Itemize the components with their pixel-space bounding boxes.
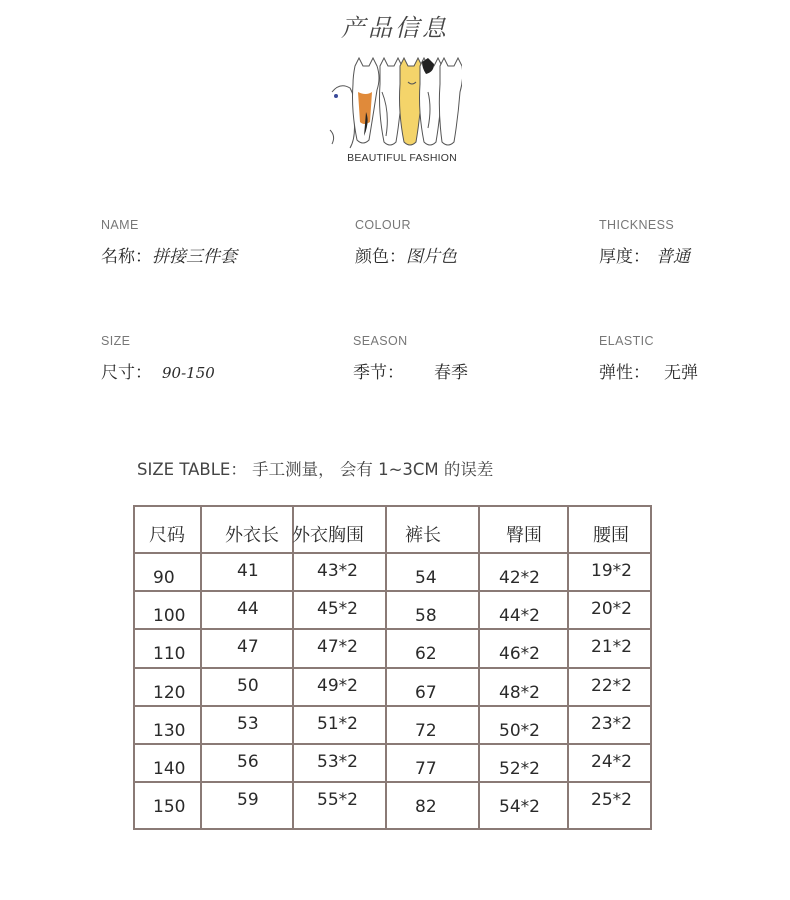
info-colour-en: COLOUR	[355, 218, 411, 232]
table-row-divider	[135, 667, 650, 669]
table-cell-hip: 42*2	[499, 568, 540, 588]
table-cell-hip: 48*2	[499, 682, 540, 703]
table-cell-waist: 21*2	[591, 637, 632, 658]
table-cell-waist: 23*2	[591, 713, 632, 734]
logo-text: BEAUTIFUL FASHION	[347, 152, 457, 164]
info-size-value: 90-150	[162, 364, 215, 382]
info-season-en: SEASON	[353, 334, 408, 348]
table-cell-size: 90	[153, 568, 175, 588]
table-header-divider	[135, 552, 650, 554]
table-cell-waist: 25*2	[591, 790, 632, 811]
table-row-divider	[135, 743, 650, 745]
table-cell-pants-length: 77	[415, 759, 437, 779]
info-name	[101, 218, 237, 267]
table-cell-pants-length: 67	[415, 682, 437, 703]
table-header-waist: 腰围	[593, 525, 629, 546]
info-elastic	[599, 334, 698, 383]
table-cell-top-chest: 51*2	[317, 713, 358, 734]
info-size-label: 尺寸：	[101, 363, 152, 383]
table-cell-top-length: 53	[237, 713, 259, 734]
size-table-title: SIZE TABLE： 手工测量， 会有 1~3CM 的误差	[137, 460, 494, 479]
table-cell-top-length: 44	[237, 599, 259, 620]
table-row-divider	[135, 628, 650, 630]
table-cell-top-length: 47	[237, 637, 259, 658]
table-cell-pants-length: 58	[415, 606, 437, 627]
table-cell-hip: 50*2	[499, 720, 540, 741]
info-elastic-value: 无弹	[664, 363, 698, 383]
info-season-label: 季节：	[353, 363, 404, 383]
info-thickness-value: 普通	[656, 247, 690, 267]
info-name-label: 名称：	[101, 247, 152, 267]
table-row-divider	[135, 781, 650, 783]
table-cell-top-chest: 55*2	[317, 790, 358, 811]
info-colour-label: 颜色：	[355, 247, 406, 267]
table-header-top-length: 外衣长	[225, 525, 279, 546]
info-season-value: 春季	[434, 363, 468, 383]
table-cell-waist: 24*2	[591, 752, 632, 772]
table-cell-hip: 44*2	[499, 606, 540, 627]
table-cell-size: 150	[153, 797, 186, 818]
table-cell-top-length: 50	[237, 675, 259, 696]
info-name-en: NAME	[101, 218, 139, 232]
table-header-size: 尺码	[149, 525, 185, 546]
table-cell-top-chest: 43*2	[317, 561, 358, 581]
table-header-hip: 臀围	[506, 525, 542, 546]
info-size-en: SIZE	[101, 334, 131, 348]
table-cell-top-chest: 47*2	[317, 637, 358, 658]
table-cell-top-length: 41	[237, 561, 259, 581]
size-table	[133, 505, 652, 830]
table-cell-size: 140	[153, 759, 186, 779]
table-cell-pants-length: 62	[415, 644, 437, 665]
info-colour	[355, 218, 457, 267]
table-row-divider	[135, 705, 650, 707]
table-cell-waist: 19*2	[591, 561, 632, 581]
table-cell-pants-length: 82	[415, 797, 437, 818]
table-cell-top-chest: 49*2	[317, 675, 358, 696]
table-cell-hip: 54*2	[499, 797, 540, 818]
table-cell-size: 100	[153, 606, 186, 627]
info-thickness-label: 厚度：	[599, 247, 650, 267]
table-cell-hip: 46*2	[499, 644, 540, 665]
table-cell-hip: 52*2	[499, 759, 540, 779]
info-size	[101, 334, 215, 383]
table-cell-waist: 20*2	[591, 599, 632, 620]
info-elastic-en: ELASTIC	[599, 334, 654, 348]
page-title: 产品信息	[341, 14, 449, 42]
table-cell-pants-length: 72	[415, 720, 437, 741]
info-thickness	[599, 218, 690, 267]
table-cell-pants-length: 54	[415, 568, 437, 588]
table-cell-waist: 22*2	[591, 675, 632, 696]
table-row-divider	[135, 590, 650, 592]
info-colour-value: 图片色	[406, 247, 457, 267]
table-cell-size: 120	[153, 682, 186, 703]
table-header-pants-length: 裤长	[405, 525, 441, 546]
table-cell-top-length: 56	[237, 752, 259, 772]
table-cell-top-chest: 45*2	[317, 599, 358, 620]
table-cell-top-chest: 53*2	[317, 752, 358, 772]
info-elastic-label: 弹性：	[599, 363, 650, 383]
table-cell-top-length: 59	[237, 790, 259, 811]
table-header-top-chest: 外衣胸围	[292, 525, 364, 546]
info-season	[353, 334, 468, 383]
table-cell-size: 110	[153, 644, 186, 665]
table-cell-size: 130	[153, 720, 186, 741]
info-thickness-en: THICKNESS	[599, 218, 675, 232]
info-name-value: 拼接三件套	[152, 247, 237, 267]
